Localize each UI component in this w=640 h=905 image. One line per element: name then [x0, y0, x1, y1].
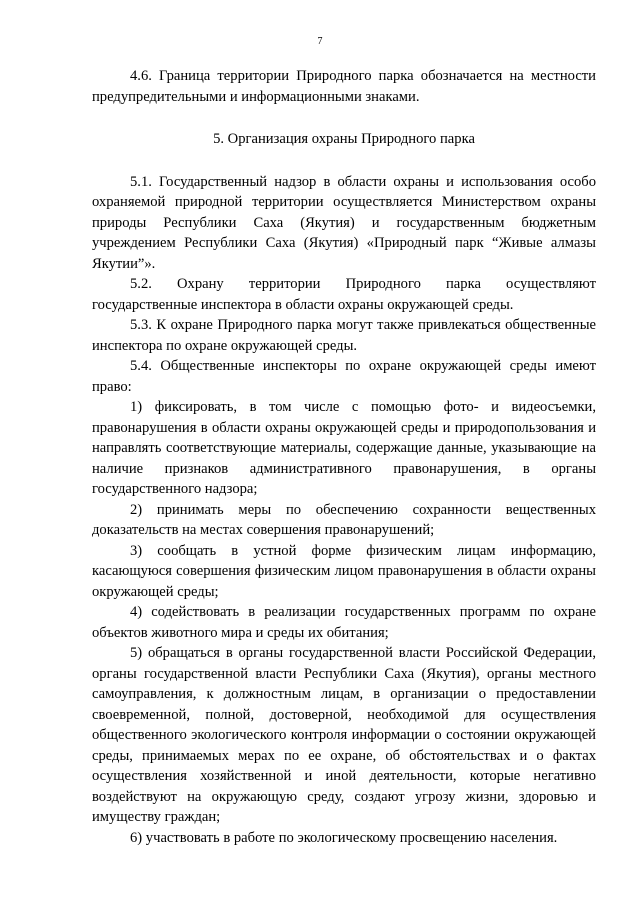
- list-item-6: 6) участвовать в работе по экологическому просвещению населения.: [130, 829, 558, 846]
- list-item-3: 3) сообщать в устной форме физическим лицам информацию, касающуюся совершения физическим лицом правонарушения в области охраны окружающей среды;: [92, 542, 596, 600]
- paragraph-5-4: 5.4. Общественные инспекторы по охране окружающей среды имеют право:: [92, 358, 596, 395]
- paragraph-5-1: 5.1. Государственный надзор в области охраны и использования особо охраняемой природной территории осуществляется Министерством охраны природы Республики Саха (Якутия) и государственным бюджетным учреждением Республики Саха (Якутия) «Природный парк “Живые алмазы Якутии”».: [92, 173, 596, 272]
- list-item-5: 5) обращаться в органы государственной власти Российской Федерации, органы государственной власти Республики Саха (Якутия), органы местного самоуправления, к должностным лицам, в организации о предоставлении своевременной, полной, достоверной, необходимой для осуществления общественного экологического контроля информации о состоянии окружающей среды, принимаемых мерах по ее охране, об обстоятельствах и о фактах осуществления хозяйственной и иной деятельности, которые негативно воздействуют на окружающую среду, создают угрозу жизни, здоровью и имуществу граждан;: [92, 645, 596, 825]
- list-item-1: 1) фиксировать, в том числе с помощью фото- и видеосъемки, правонарушения в области охраны окружающей среды и природопользования и направлять соответствующие материалы, содержащие данные, указывающие на наличие признаков административного правонарушения, в органы государственного надзора;: [92, 399, 596, 497]
- list-item-2: 2) принимать меры по обеспечению сохранности вещественных доказательств на местах совершения правонарушений;: [92, 501, 596, 538]
- paragraph-5-2: 5.2. Охрану территории Природного парка осуществляют государственные инспектора в области охраны окружающей среды.: [92, 276, 596, 313]
- section-heading: 5. Организация охраны Природного парка: [213, 131, 475, 147]
- list-item-4: 4) содействовать в реализации государственных программ по охране объектов животного мира и среды их обитания;: [92, 604, 596, 641]
- document-body: [92, 66, 596, 848]
- page-number: 7: [317, 36, 323, 47]
- paragraph-5-3: 5.3. К охране Природного парка могут также привлекаться общественные инспектора по охране окружающей среды.: [92, 317, 596, 354]
- paragraph-4-6: 4.6. Граница территории Природного парка обозначается на местности предупредительными и информационными знаками.: [92, 68, 596, 105]
